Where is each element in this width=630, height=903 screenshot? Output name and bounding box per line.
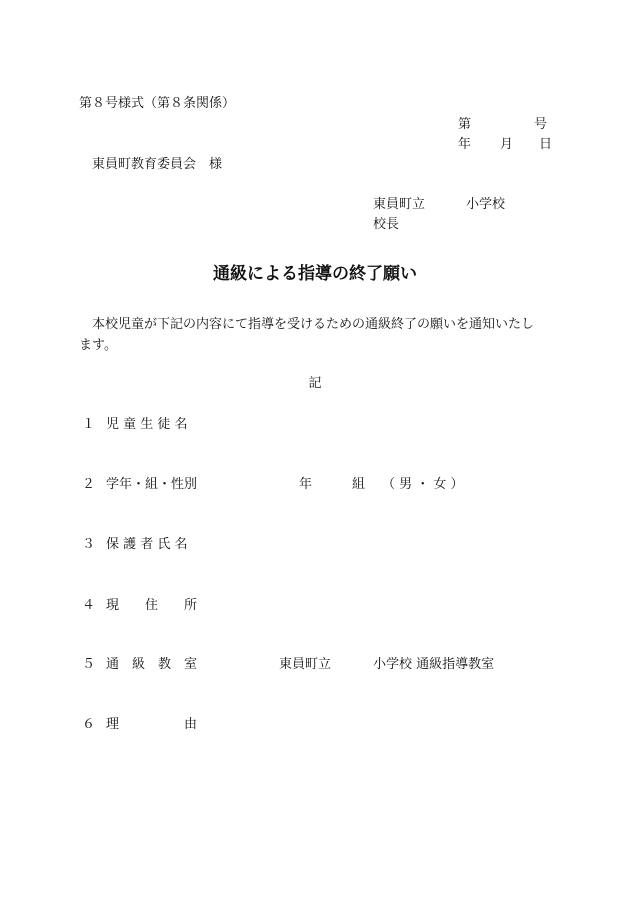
item-number-3: ３ <box>82 537 96 552</box>
gender-options: （ 男 ・ 女 ） <box>382 477 464 492</box>
item-label-guardian-name: 保 護 者 氏 名 <box>106 537 188 552</box>
date-year: 年 <box>458 137 472 152</box>
date-day: 日 <box>539 137 553 152</box>
item-label-student-name: 児 童 生 徒 名 <box>106 417 188 432</box>
date-month: 月 <box>500 137 514 152</box>
item-number-5: ５ <box>82 657 96 672</box>
item-label-grade-class-gender: 学年・組・性別 <box>106 477 198 492</box>
ki-heading: 記 <box>308 376 322 391</box>
body-text-line-2: ます。 <box>79 338 117 353</box>
form-number: 第８号様式（第８条関係） <box>79 96 236 111</box>
item-number-4: ４ <box>82 598 96 613</box>
grade-class-label: 組 <box>352 477 366 492</box>
item-number-6: ６ <box>82 717 96 732</box>
item-label-resource-room: 通 級 教 室 <box>106 657 198 672</box>
item-number-1: １ <box>82 417 96 432</box>
grade-year-label: 年 <box>299 477 313 492</box>
addressee: 東員町教育委員会 様 <box>92 157 223 172</box>
sender-school: 小学校 <box>466 197 506 212</box>
document-title: 通級による指導の終了願い <box>213 264 417 284</box>
document-number-suffix: 号 <box>534 117 548 132</box>
sender-town: 東員町立 <box>373 197 426 212</box>
resource-room-town: 東員町立 <box>279 657 332 672</box>
item-number-2: ２ <box>82 477 96 492</box>
body-text-line-1: 本校児童が下記の内容にて指導を受けるための通級終了の願いを通知いたし <box>92 317 535 332</box>
document-number-prefix: 第 <box>458 117 472 132</box>
item-label-reason: 理 由 <box>106 717 198 732</box>
sender-principal: 校長 <box>373 217 400 232</box>
resource-room-school: 小学校 通級指導教室 <box>373 657 495 672</box>
item-label-address: 現 住 所 <box>106 598 198 613</box>
